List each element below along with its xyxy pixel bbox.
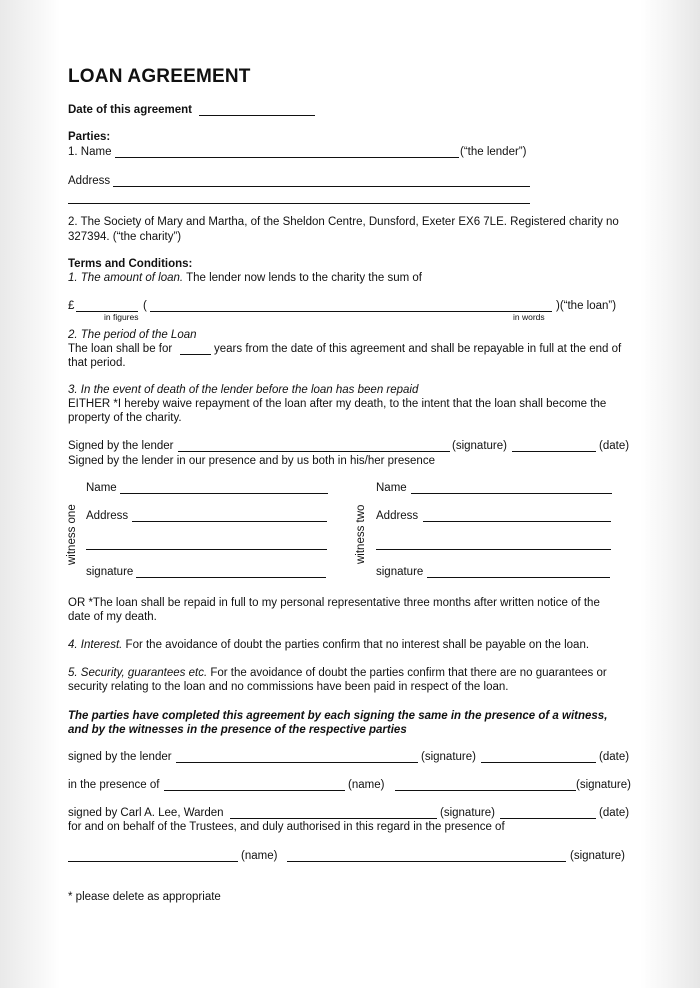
lender-name-field[interactable]: [115, 157, 459, 158]
lender-address-field[interactable]: [113, 186, 530, 187]
witness1-name-field[interactable]: [120, 493, 328, 494]
witness2-address-label: Address: [376, 510, 419, 522]
term5-text-1: For the avoidance of doubt the parties confirm that there are no guarantees or: [210, 667, 607, 679]
in-words-caption: in words: [513, 312, 545, 322]
party2-text-2: 327394. (“the charity”): [68, 231, 182, 243]
terms-heading: Terms and Conditions:: [68, 258, 193, 270]
witness1-address-label: Address: [86, 510, 129, 522]
term5-heading: 5. Security, guarantees etc.: [68, 667, 208, 679]
term1-text: The lender now lends to the charity the sum of: [186, 272, 422, 284]
witness2-name-field[interactable]: [411, 493, 612, 494]
presence-name-field[interactable]: [164, 790, 345, 791]
pound-sign: £: [68, 300, 75, 312]
term2-text-a: The loan shall be for: [68, 343, 173, 355]
term5-text-2: security relating to the loan and no commissions have been paid in respect of the loan.: [68, 681, 509, 693]
term2-text-b: years from the date of this agreement and shall be repayable in full at the end of: [214, 343, 622, 355]
witness-one-label: witness one: [66, 504, 78, 565]
signature-caption: (signature): [452, 440, 507, 452]
presence-signature-field[interactable]: [395, 790, 576, 791]
in-presence-label: in the presence of: [68, 779, 160, 791]
final-witness-name-field[interactable]: [68, 861, 238, 862]
open-paren: (: [143, 300, 147, 312]
term3-text-2: property of the charity.: [68, 412, 182, 424]
term2-text-c: that period.: [68, 357, 126, 369]
or-text-2: date of my death.: [68, 611, 157, 623]
date-field[interactable]: [199, 115, 315, 116]
final-lender-signature-field[interactable]: [176, 762, 418, 763]
term3-text-1: EITHER *I hereby waive repayment of the loan after my death, to the intent that the loan shall become the: [68, 398, 607, 410]
witness1-address-field[interactable]: [132, 521, 327, 522]
loan-years-field[interactable]: [180, 354, 211, 355]
witness1-signature-field[interactable]: [136, 577, 326, 578]
witness2-address-field-2[interactable]: [376, 549, 611, 550]
warden-label: signed by Carl A. Lee, Warden: [68, 807, 224, 819]
completed-text-2: and by the witnesses in the presence of the respective parties: [68, 724, 407, 736]
lender-signature-field[interactable]: [178, 451, 450, 452]
footnote: * please delete as appropriate: [68, 891, 221, 903]
warden-signature-field[interactable]: [230, 818, 437, 819]
amount-words-field[interactable]: [150, 311, 552, 312]
final-signed-lender-label: signed by the lender: [68, 751, 172, 763]
signed-presence-text: Signed by the lender in our presence and by us both in his/her presence: [68, 455, 435, 467]
witness2-signature-label: signature: [376, 566, 424, 578]
presence-signature-caption: (signature): [576, 779, 631, 791]
date-caption: (date): [599, 440, 630, 452]
or-text-1: OR *The loan shall be repaid in full to my personal representative three months after written notice of the: [68, 597, 600, 609]
final-witness-signature-field[interactable]: [287, 861, 566, 862]
warden-date-field[interactable]: [500, 818, 596, 819]
witness1-signature-label: signature: [86, 566, 134, 578]
signed-lender-label: Signed by the lender: [68, 440, 174, 452]
lender-date-field[interactable]: [512, 451, 596, 452]
final-name-caption: (name): [241, 850, 278, 862]
term1-heading: 1. The amount of loan.: [68, 272, 184, 284]
final-lender-date-field[interactable]: [481, 762, 596, 763]
witness2-signature-field[interactable]: [427, 577, 610, 578]
parties-heading: Parties:: [68, 131, 111, 143]
witness-two-label: witness two: [355, 504, 367, 564]
document-title: LOAN AGREEMENT: [68, 66, 251, 87]
term4-heading: 4. Interest.: [68, 639, 123, 651]
term5-line: [68, 666, 607, 680]
final-signature-caption: (signature): [421, 751, 476, 763]
term4-text: For the avoidance of doubt the parties confirm that no interest shall be payable on the loan.: [125, 639, 590, 651]
term1-line: [68, 271, 422, 285]
witness1-address-field-2[interactable]: [86, 549, 327, 550]
term2-heading: 2. The period of the Loan: [68, 329, 197, 341]
warden-date-caption: (date): [599, 807, 630, 819]
on-behalf-text: for and on behalf of the Trustees, and duly authorised in this regard in the presence of: [68, 821, 505, 833]
final-witness-signature-caption: (signature): [570, 850, 625, 862]
witness2-name-label: Name: [376, 482, 407, 494]
date-label: Date of this agreement: [68, 104, 192, 116]
term3-heading: 3. In the event of death of the lender before the loan has been repaid: [68, 384, 419, 396]
completed-text-1: The parties have completed this agreement by each signing the same in the presence of a witness,: [68, 710, 608, 722]
presence-name-caption: (name): [348, 779, 385, 791]
lender-suffix: (“the lender”): [460, 146, 527, 158]
lender-address-field-2[interactable]: [68, 203, 530, 204]
witness1-name-label: Name: [86, 482, 117, 494]
witness2-address-field[interactable]: [423, 521, 611, 522]
loan-suffix: )(“the loan”): [556, 300, 617, 312]
term4-line: [68, 638, 589, 652]
party1-name-label: 1. Name: [68, 146, 112, 158]
party2-text-1: 2. The Society of Mary and Martha, of the Sheldon Centre, Dunsford, Exeter EX6 7LE. Registered charity no: [68, 216, 619, 228]
warden-signature-caption: (signature): [440, 807, 495, 819]
in-figures-caption: in figures: [104, 312, 139, 322]
address-label: Address: [68, 175, 111, 187]
final-date-caption: (date): [599, 751, 630, 763]
